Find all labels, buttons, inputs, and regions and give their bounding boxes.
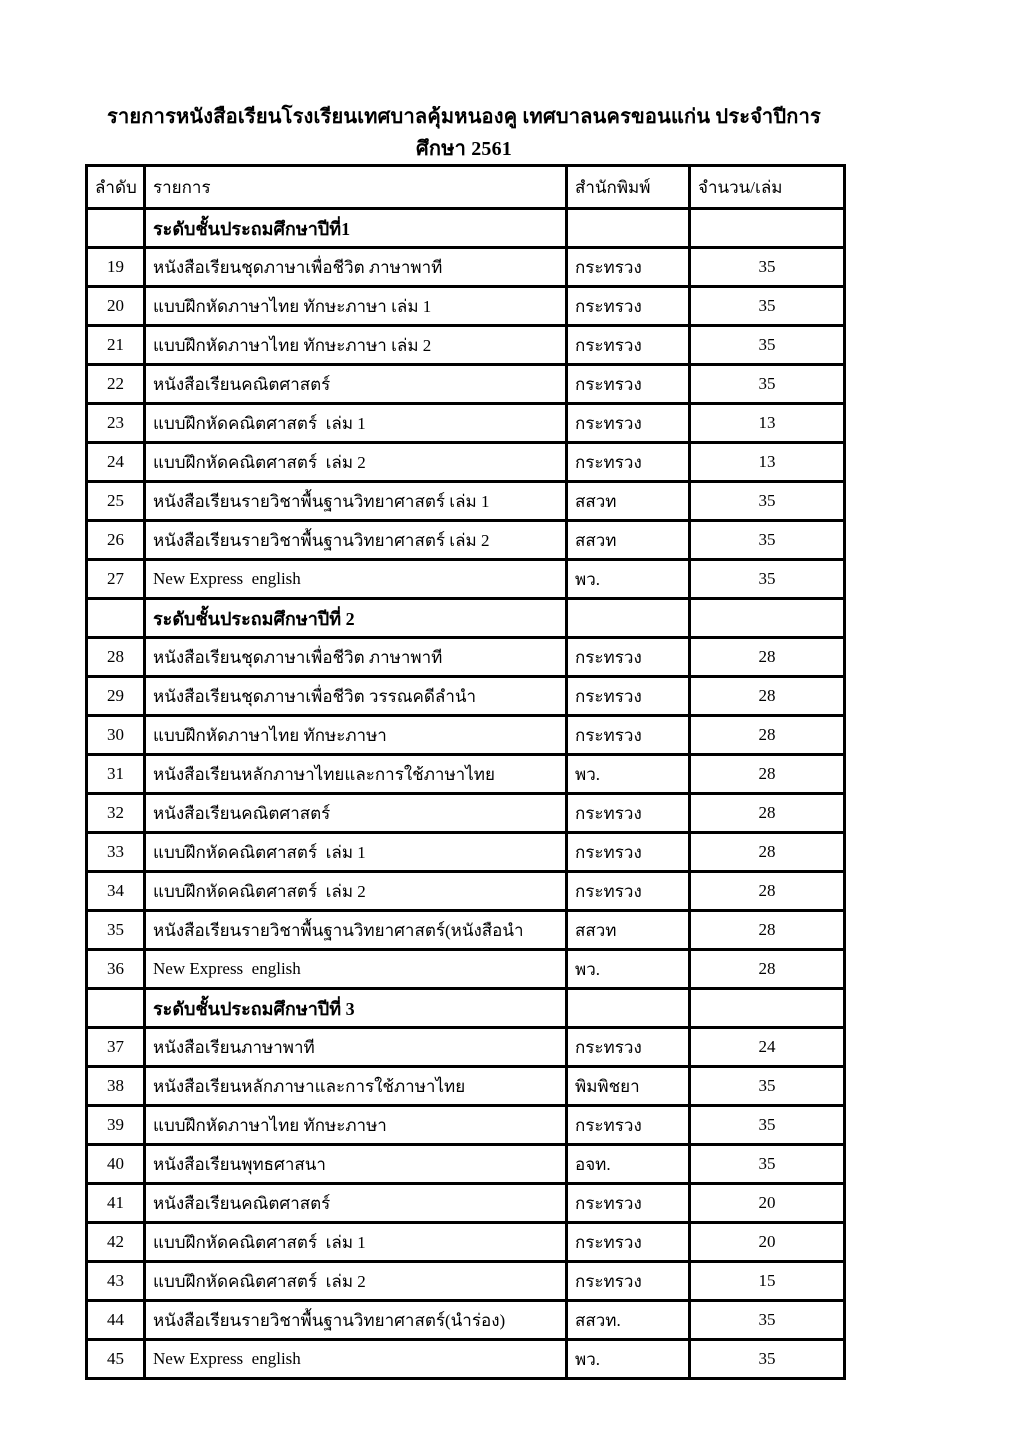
publisher-name: สสวท xyxy=(567,482,690,521)
quantity-value: 28 xyxy=(690,872,845,911)
quantity-value: 35 xyxy=(690,521,845,560)
book-title: แบบฝึกหัดคณิตศาสตร์ เล่ม 2 xyxy=(145,443,567,482)
publisher-name: กระทรวง xyxy=(567,1184,690,1223)
publisher-name: สสวท. xyxy=(567,1301,690,1340)
book-title: แบบฝึกหัดคณิตศาสตร์ เล่ม 1 xyxy=(145,404,567,443)
book-title: แบบฝึกหัดภาษาไทย ทักษะภาษา เล่ม 2 xyxy=(145,326,567,365)
book-row xyxy=(87,1028,845,1067)
book-row xyxy=(87,326,845,365)
publisher-name: พว. xyxy=(567,755,690,794)
publisher-name: กระทรวง xyxy=(567,833,690,872)
quantity-value xyxy=(690,989,845,1028)
book-row xyxy=(87,248,845,287)
book-row xyxy=(87,950,845,989)
column-header-item: รายการ xyxy=(145,166,567,209)
quantity-value: 28 xyxy=(690,755,845,794)
quantity-value: 35 xyxy=(690,287,845,326)
book-row xyxy=(87,1184,845,1223)
publisher-name: สสวท xyxy=(567,521,690,560)
grade-section-title: ระดับชั้นประถมศึกษาปีที่ 3 xyxy=(145,989,567,1028)
quantity-value: 28 xyxy=(690,716,845,755)
row-number: 25 xyxy=(87,482,145,521)
book-title: แบบฝึกหัดภาษาไทย ทักษะภาษา xyxy=(145,716,567,755)
book-row xyxy=(87,1340,845,1379)
book-title: แบบฝึกหัดคณิตศาสตร์ เล่ม 2 xyxy=(145,1262,567,1301)
book-title: แบบฝึกหัดภาษาไทย ทักษะภาษา xyxy=(145,1106,567,1145)
row-number: 30 xyxy=(87,716,145,755)
book-row xyxy=(87,404,845,443)
grade-section-title: ระดับชั้นประถมศึกษาปีที่1 xyxy=(145,209,567,248)
book-row xyxy=(87,1145,845,1184)
book-title: แบบฝึกหัดคณิตศาสตร์ เล่ม 1 xyxy=(145,833,567,872)
quantity-value: 13 xyxy=(690,443,845,482)
quantity-value: 24 xyxy=(690,1028,845,1067)
row-number: 23 xyxy=(87,404,145,443)
book-row xyxy=(87,365,845,404)
row-number: 24 xyxy=(87,443,145,482)
row-number: 33 xyxy=(87,833,145,872)
publisher-name: กระทรวง xyxy=(567,1106,690,1145)
row-number: 22 xyxy=(87,365,145,404)
publisher-name: กระทรวง xyxy=(567,638,690,677)
quantity-value: 35 xyxy=(690,248,845,287)
quantity-value: 35 xyxy=(690,560,845,599)
book-title: New Express english xyxy=(145,1340,567,1379)
book-row xyxy=(87,794,845,833)
publisher-name: กระทรวง xyxy=(567,1028,690,1067)
book-row xyxy=(87,638,845,677)
row-number: 21 xyxy=(87,326,145,365)
book-title: หนังสือเรียนคณิตศาสตร์ xyxy=(145,365,567,404)
quantity-value: 35 xyxy=(690,1067,845,1106)
row-number: 38 xyxy=(87,1067,145,1106)
row-number: 28 xyxy=(87,638,145,677)
book-row xyxy=(87,560,845,599)
book-row xyxy=(87,833,845,872)
book-title: หนังสือเรียนรายวิชาพื้นฐานวิทยาศาสตร์(นำร่อง) xyxy=(145,1301,567,1340)
quantity-value: 35 xyxy=(690,1301,845,1340)
book-title: หนังสือเรียนชุดภาษาเพื่อชีวิต วรรณคดีลำนำ xyxy=(145,677,567,716)
row-number: 39 xyxy=(87,1106,145,1145)
publisher-name: กระทรวง xyxy=(567,365,690,404)
row-number: 19 xyxy=(87,248,145,287)
book-title: หนังสือเรียนชุดภาษาเพื่อชีวิต ภาษาพาที xyxy=(145,638,567,677)
book-row xyxy=(87,1223,845,1262)
row-number xyxy=(87,989,145,1028)
publisher-name: พว. xyxy=(567,1340,690,1379)
book-row xyxy=(87,677,845,716)
quantity-value: 35 xyxy=(690,482,845,521)
book-title: แบบฝึกหัดคณิตศาสตร์ เล่ม 1 xyxy=(145,1223,567,1262)
row-number: 43 xyxy=(87,1262,145,1301)
book-title: หนังสือเรียนคณิตศาสตร์ xyxy=(145,1184,567,1223)
book-row xyxy=(87,911,845,950)
row-number: 29 xyxy=(87,677,145,716)
book-title: หนังสือเรียนชุดภาษาเพื่อชีวิต ภาษาพาที xyxy=(145,248,567,287)
row-number: 45 xyxy=(87,1340,145,1379)
book-row xyxy=(87,755,845,794)
quantity-value: 20 xyxy=(690,1223,845,1262)
quantity-value: 28 xyxy=(690,833,845,872)
row-number: 35 xyxy=(87,911,145,950)
publisher-name xyxy=(567,989,690,1028)
publisher-name: กระทรวง xyxy=(567,794,690,833)
book-title: หนังสือเรียนภาษาพาที xyxy=(145,1028,567,1067)
row-number: 37 xyxy=(87,1028,145,1067)
publisher-name: กระทรวง xyxy=(567,677,690,716)
row-number: 40 xyxy=(87,1145,145,1184)
book-title: หนังสือเรียนหลักภาษาและการใช้ภาษาไทย xyxy=(145,1067,567,1106)
book-title: หนังสือเรียนพุทธศาสนา xyxy=(145,1145,567,1184)
row-number: 20 xyxy=(87,287,145,326)
publisher-name: กระทรวง xyxy=(567,248,690,287)
row-number: 32 xyxy=(87,794,145,833)
publisher-name: พว. xyxy=(567,560,690,599)
book-row xyxy=(87,872,845,911)
grade-section-row xyxy=(87,599,845,638)
book-title: หนังสือเรียนรายวิชาพื้นฐานวิทยาศาสตร์ เล่ม 1 xyxy=(145,482,567,521)
quantity-value: 28 xyxy=(690,638,845,677)
row-number: 41 xyxy=(87,1184,145,1223)
quantity-value: 15 xyxy=(690,1262,845,1301)
quantity-value: 35 xyxy=(690,1340,845,1379)
grade-section-title: ระดับชั้นประถมศึกษาปีที่ 2 xyxy=(145,599,567,638)
column-header-quantity: จำนวน/เล่ม xyxy=(690,166,845,209)
quantity-value: 28 xyxy=(690,911,845,950)
textbook-table xyxy=(85,164,846,1380)
book-row xyxy=(87,1106,845,1145)
book-row xyxy=(87,1301,845,1340)
publisher-name: กระทรวง xyxy=(567,1223,690,1262)
quantity-value: 35 xyxy=(690,365,845,404)
book-row xyxy=(87,482,845,521)
row-number: 34 xyxy=(87,872,145,911)
publisher-name: กระทรวง xyxy=(567,404,690,443)
publisher-name: พิมพิชยา xyxy=(567,1067,690,1106)
book-title: หนังสือเรียนรายวิชาพื้นฐานวิทยาศาสตร์(หนังสือนำ xyxy=(145,911,567,950)
quantity-value: 35 xyxy=(690,1145,845,1184)
row-number xyxy=(87,599,145,638)
quantity-value: 35 xyxy=(690,326,845,365)
book-title: New Express english xyxy=(145,950,567,989)
book-row xyxy=(87,443,845,482)
column-header-publisher: สำนักพิมพ์ xyxy=(567,166,690,209)
publisher-name: กระทรวง xyxy=(567,1262,690,1301)
book-title: หนังสือเรียนหลักภาษาไทยและการใช้ภาษาไทย xyxy=(145,755,567,794)
book-title: แบบฝึกหัดคณิตศาสตร์ เล่ม 2 xyxy=(145,872,567,911)
publisher-name: กระทรวง xyxy=(567,326,690,365)
row-number: 27 xyxy=(87,560,145,599)
quantity-value xyxy=(690,599,845,638)
book-title: แบบฝึกหัดภาษาไทย ทักษะภาษา เล่ม 1 xyxy=(145,287,567,326)
publisher-name xyxy=(567,599,690,638)
grade-section-row xyxy=(87,209,845,248)
row-number: 42 xyxy=(87,1223,145,1262)
book-row xyxy=(87,1262,845,1301)
publisher-name: อจท. xyxy=(567,1145,690,1184)
row-number: 44 xyxy=(87,1301,145,1340)
row-number: 31 xyxy=(87,755,145,794)
quantity-value: 28 xyxy=(690,950,845,989)
publisher-name: กระทรวง xyxy=(567,872,690,911)
book-title: หนังสือเรียนรายวิชาพื้นฐานวิทยาศาสตร์ เล่ม 2 xyxy=(145,521,567,560)
quantity-value: 35 xyxy=(690,1106,845,1145)
book-row xyxy=(87,1067,845,1106)
publisher-name: กระทรวง xyxy=(567,287,690,326)
grade-section-row xyxy=(87,989,845,1028)
quantity-value: 28 xyxy=(690,794,845,833)
page-title: รายการหนังสือเรียนโรงเรียนเทศบาลคุ้มหนองคู เทศบาลนครขอนแก่น ประจำปีการศึกษา 2561 xyxy=(107,106,821,160)
book-row xyxy=(87,716,845,755)
column-header-number: ลำดับ xyxy=(87,166,145,209)
publisher-name: กระทรวง xyxy=(567,443,690,482)
book-title: New Express english xyxy=(145,560,567,599)
book-row xyxy=(87,287,845,326)
book-title: หนังสือเรียนคณิตศาสตร์ xyxy=(145,794,567,833)
table-header-row xyxy=(87,166,845,209)
publisher-name xyxy=(567,209,690,248)
publisher-name: สสวท xyxy=(567,911,690,950)
publisher-name: กระทรวง xyxy=(567,716,690,755)
quantity-value: 20 xyxy=(690,1184,845,1223)
quantity-value xyxy=(690,209,845,248)
row-number xyxy=(87,209,145,248)
quantity-value: 13 xyxy=(690,404,845,443)
book-row xyxy=(87,521,845,560)
row-number: 36 xyxy=(87,950,145,989)
publisher-name: พว. xyxy=(567,950,690,989)
quantity-value: 28 xyxy=(690,677,845,716)
row-number: 26 xyxy=(87,521,145,560)
